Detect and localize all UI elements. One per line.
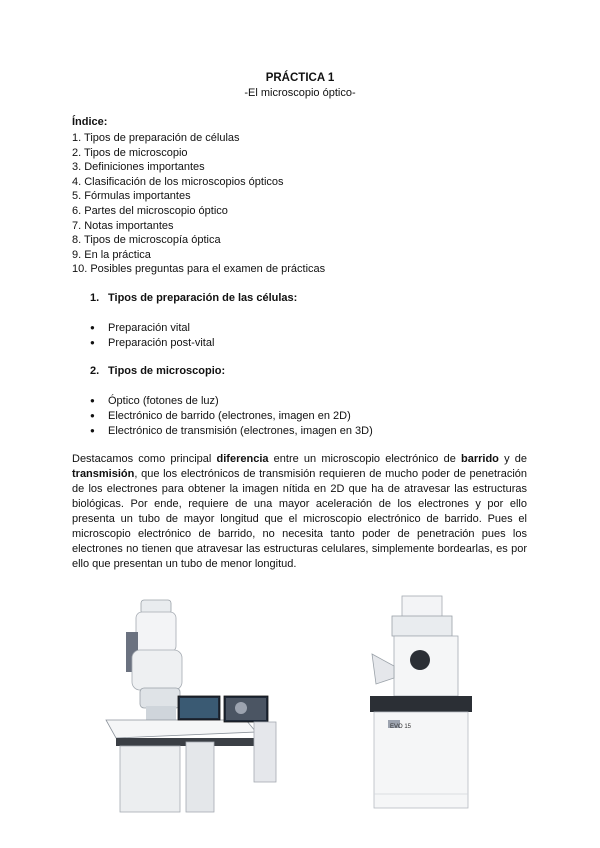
body-paragraph <box>72 452 527 572</box>
section-1-heading <box>90 292 297 304</box>
paragraph-bold: diferencia <box>216 453 269 465</box>
index-item: 3. Definiciones importantes <box>72 161 205 174</box>
document-subtitle: -El microscopio óptico- <box>244 87 356 99</box>
index-list <box>72 131 325 277</box>
paragraph-bold: barrido <box>460 453 499 465</box>
index-item: 10. Posibles preguntas para el examen de prácticas <box>72 263 326 276</box>
index-item: 7. Notas importantes <box>72 219 174 232</box>
section-1-title: Tipos de preparación de las células: <box>108 292 298 304</box>
index-item: 6. Partes del microscopio óptico <box>72 204 228 217</box>
list-item: ● Preparación post-vital <box>90 336 214 351</box>
list-item: ● Óptico (fotones de luz) <box>90 394 373 409</box>
paragraph-bold: transmisión <box>72 468 135 480</box>
tem-illustration <box>96 592 286 820</box>
index-item: 9. En la práctica <box>72 248 151 261</box>
paragraph-text: entre un microscopio electrónico de <box>268 453 461 465</box>
index-item: 5. Fórmulas importantes <box>72 190 191 203</box>
index-item: 2. Tipos de microscopio <box>72 146 188 159</box>
index-item: 1. Tipos de preparación de células <box>72 132 240 144</box>
section-1-list <box>90 321 214 351</box>
sem-microscope-image <box>362 594 480 814</box>
index-item: 8. Tipos de microscopía óptica <box>72 234 221 247</box>
paragraph-text: , que los electrónicos de transmisión requieren de mucho poder de penetración de los electrones para obtener la imagen nítida en 2D que ha de atravesar las estructuras biológicas. Por ende, requiere de una mayor aceleración de los electrones y por ello presenta un tubo de mayor longitud que el microscopio electrónico de barrido. Pues el microscopio electrónico de barrido, no necesita tanto poder de penetración pues los electrones no tienen que atravesar las estructuras celulares, simplemente bordearlas, es por ello que presentan un tubo de menor longitud. <box>72 468 527 570</box>
list-item: ● Preparación vital <box>90 321 214 336</box>
list-item: ● Electrónico de transmisión (electrones, imagen en 3D) <box>90 424 373 439</box>
section-2-heading <box>90 365 225 377</box>
index-heading: Índice: <box>72 116 108 128</box>
section-2-number: 2. <box>90 365 100 377</box>
sem-model-label: EVO 15 <box>390 724 412 730</box>
index-item: 4. Clasificación de los microscopios ópticos <box>72 175 284 188</box>
document-title: PRÁCTICA 1 <box>265 72 335 84</box>
tem-microscope-image <box>96 592 286 820</box>
section-2-title: Tipos de microscopio: <box>108 365 226 377</box>
list-item: ● Electrónico de barrido (electrones, imagen en 2D) <box>90 409 373 424</box>
section-1-number: 1. <box>90 292 100 304</box>
section-2-list <box>90 394 373 438</box>
sem-illustration <box>362 594 480 814</box>
paragraph-text: y de <box>498 453 527 465</box>
paragraph-text: Destacamos como principal <box>72 453 217 465</box>
